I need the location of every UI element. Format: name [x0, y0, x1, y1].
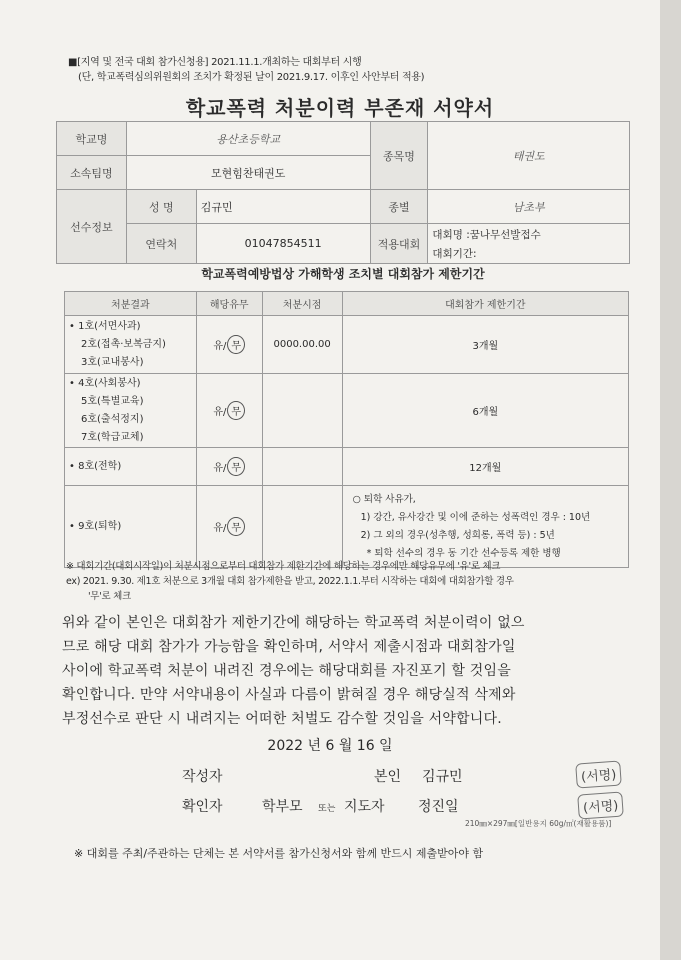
- sport-label: 종목명: [370, 122, 428, 190]
- info-table: [56, 121, 630, 264]
- writer-name: 김규민: [422, 769, 463, 785]
- event-label: 적용대회: [370, 224, 428, 264]
- yn-prefix: 유/: [213, 407, 227, 418]
- document-title: 학교폭력 처분이력 부존재 서약서: [185, 96, 495, 120]
- header-condition: (단, 학교폭력심의위원회의 조치가 확정된 날이 2021.9.17. 이후인 사안부터 적용): [78, 72, 425, 83]
- header-notice: ■[지역 및 전국 대회 참가신청용] 2021.11.1.개최하는 대회부터 시행: [68, 57, 362, 68]
- confirm-role-parent: 학부모: [262, 799, 303, 815]
- header-applicable: 해당유무: [196, 292, 262, 316]
- row4-date: [262, 486, 342, 568]
- confirm-or: 또는: [318, 804, 336, 814]
- confirm-name: 정진일: [418, 799, 459, 815]
- event-name: 대회명 :꿈나무선발접수: [432, 228, 541, 241]
- page-edge: [660, 0, 681, 960]
- pledge-line: 위와 같이 본인은 대회참가 제한기간에 해당하는 학교폭력 처분이력이 없으: [62, 615, 525, 631]
- gender-label: 종별: [370, 190, 428, 224]
- row1-yn: [196, 316, 262, 374]
- pledge-line: 부정선수로 판단 시 내려지는 어떠한 처벌도 감수할 것임을 서약합니다.: [62, 711, 502, 727]
- pledge-line: 므로 해당 대회 참가가 가능함을 확인하며, 서약서 제출시점과 대회참가일: [62, 639, 516, 655]
- row4-yn: [196, 486, 262, 568]
- writer-signature: (서명): [575, 760, 622, 788]
- row4-items: [65, 486, 197, 568]
- sport-value: 태권도: [428, 122, 630, 190]
- row3-date: [262, 448, 342, 486]
- yn-prefix: 유/: [213, 523, 227, 534]
- name-value: 김규민: [196, 190, 370, 224]
- restrictions-heading: 학교폭력예방법상 가해학생 조치별 대회참가 제한기간: [201, 267, 485, 281]
- row2-date: [262, 374, 342, 448]
- yn-circled: 무: [227, 335, 245, 354]
- pledge-line: 확인합니다. 만약 서약내용이 사실과 다름이 밝혀질 경우 해당실적 삭제와: [62, 687, 516, 703]
- yn-prefix: 유/: [213, 341, 227, 352]
- pledge-line: 사이에 학교폭력 처분이 내려진 경우에는 해당대회를 자진포기 할 것임을: [62, 663, 511, 679]
- school-value: 용산초등학교: [126, 122, 370, 156]
- row4-period: [342, 486, 628, 568]
- confirm-signature: (서명): [577, 791, 624, 819]
- header-date: 처분시점: [262, 292, 342, 316]
- yn-circled: 무: [227, 401, 245, 420]
- name-label: 성 명: [126, 190, 196, 224]
- list-item: • 4호(사회봉사): [69, 377, 141, 389]
- yn-circled: 무: [227, 457, 245, 476]
- footer-note: ※ 대회를 주최/주관하는 단체는 본 서약서를 참가신청서와 함께 반드시 제출받아야 함: [74, 847, 484, 860]
- restrictions-table: [64, 291, 629, 568]
- team-label: 소속팀명: [57, 156, 127, 190]
- list-item: • 9호(퇴학): [69, 520, 122, 532]
- expulsion-line: * 퇴학 선수의 경우 동 기간 선수등록 제한 병행: [366, 547, 561, 559]
- confirm-label: 확인자: [182, 799, 223, 815]
- contact-value: 01047854511: [196, 224, 370, 264]
- yn-prefix: 유/: [213, 463, 227, 474]
- list-item: 3호(교내봉사): [81, 356, 144, 368]
- list-item: 2호(접촉·보복금지): [81, 338, 166, 350]
- header-result: 처분결과: [65, 292, 197, 316]
- row1-items: [65, 316, 197, 374]
- pledge-date: 2022 년 6 월 16 일: [267, 738, 393, 754]
- paper-spec: 210㎜×297㎜[일반용지 60g/㎡(재활용품)]: [465, 819, 612, 828]
- team-value: 모현힘찬태권도: [126, 156, 370, 190]
- list-item: 5호(특별교육): [81, 395, 144, 407]
- player-info-label: 선수정보: [57, 190, 127, 264]
- event-cell: [428, 224, 630, 264]
- pledge-paragraph: [62, 611, 642, 731]
- expulsion-line: 1) 강간, 유사강간 및 이에 준하는 성폭력인 경우 : 10년: [360, 511, 591, 523]
- row3-yn: [196, 448, 262, 486]
- contact-label: 연락처: [126, 224, 196, 264]
- row2-yn: [196, 374, 262, 448]
- writer-role: 본인: [374, 769, 402, 785]
- writer-label: 작성자: [182, 769, 223, 785]
- row1-date: 0000.00.00: [262, 316, 342, 374]
- list-item: 6호(출석정지): [81, 413, 144, 425]
- confirm-role-coach: 지도자: [344, 799, 385, 815]
- list-item: • 8호(전학): [69, 460, 122, 472]
- restriction-example: ex) 2021. 9.30. 제1호 처분으로 3개월 대회 참가제한을 받고, 2022.1.1.부터 시작하는 대회에 대회참가할 경우: [66, 576, 514, 587]
- expulsion-line: 2) 그 외의 경우(성추행, 성희롱, 폭력 등) : 5년: [360, 529, 555, 541]
- expulsion-line: ○ 퇴학 사유가,: [352, 493, 416, 505]
- row1-period: 3개월: [342, 316, 628, 374]
- list-item: • 1호(서면사과): [69, 320, 141, 332]
- row3-items: [65, 448, 197, 486]
- restriction-note: ※ 대회기간(대회시작일)이 처분시점으로부터 대회참가 제한기간에 해당하는 경우에만 해당유무에 '유'로 체크: [66, 561, 501, 572]
- gender-value: 남초부: [428, 190, 630, 224]
- list-item: 7호(학급교체): [81, 431, 144, 443]
- row3-period: 12개월: [342, 448, 628, 486]
- school-label: 학교명: [57, 122, 127, 156]
- restriction-example-cont: '무'로 체크: [88, 591, 131, 602]
- row2-period: 6개월: [342, 374, 628, 448]
- header-period: 대회참가 제한기간: [342, 292, 628, 316]
- row2-items: [65, 374, 197, 448]
- yn-circled: 무: [227, 517, 245, 536]
- event-period: 대회기간:: [432, 247, 477, 260]
